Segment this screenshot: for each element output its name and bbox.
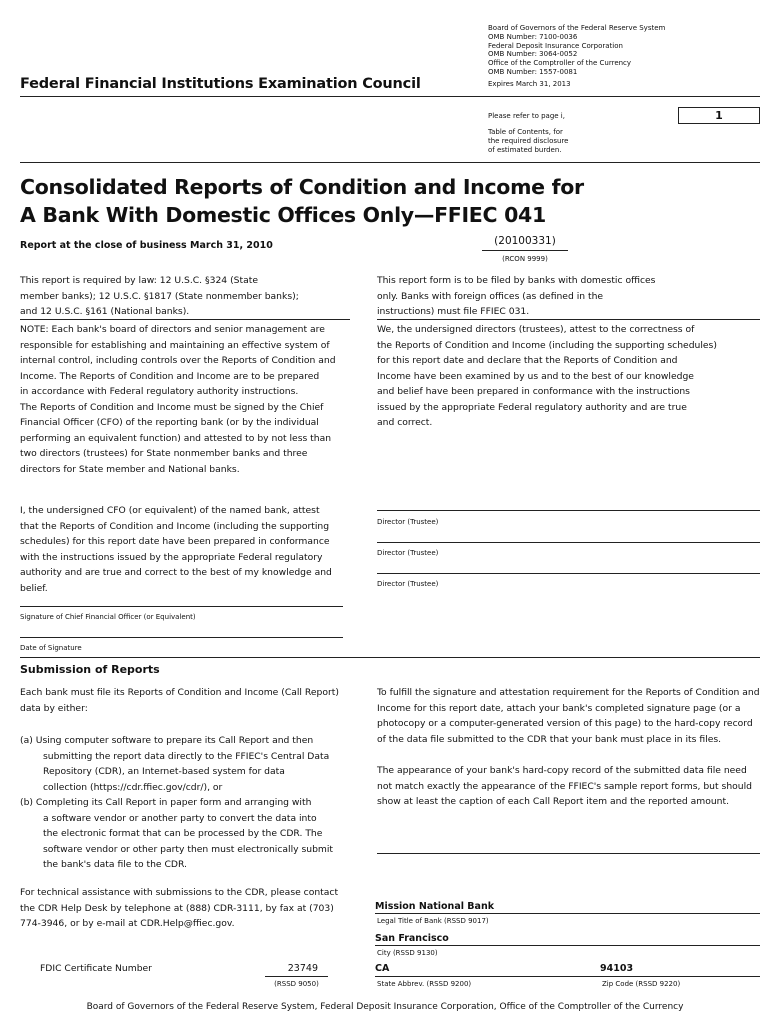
- page-ref-prompt: Please refer to page i,: [488, 112, 565, 120]
- right-column-rule: [377, 853, 760, 854]
- hard-copy-line: not match exactly the appearance of the FFIEC's sample report forms, but should: [377, 780, 752, 792]
- agency-line: Office of the Comptroller of the Currency: [488, 59, 632, 68]
- cfo-line: belief.: [20, 582, 48, 594]
- note-line: Financial Officer (CFO) of the reporting bank (or by the individual: [20, 417, 319, 428]
- agency-block: [488, 24, 758, 77]
- cdr-help-desk: [20, 885, 365, 932]
- help-line: For technical assistance with submissions to the CDR, please contact: [20, 887, 339, 898]
- cfo-line: schedules) for this report date have been prepared in conformance: [20, 536, 330, 547]
- rcon-code: (RCON 9999): [502, 255, 548, 263]
- fdic-certificate-label: FDIC Certificate Number: [40, 963, 152, 974]
- bank-zip-label: Zip Code (RSSD 9220): [602, 980, 681, 988]
- requirement-line: To fulfill the signature and attestation requirement for the Reports of Condition and: [377, 687, 760, 698]
- requirement-line: of the data file submitted to the CDR that your bank must place in its files.: [377, 733, 722, 745]
- bank-state[interactable]: CA: [375, 963, 390, 974]
- footer-agencies: Board of Governors of the Federal Reserve System, Federal Deposit Insurance Corporation, Office of the Comptroller of the Currency: [86, 1002, 684, 1012]
- report-title-line2: A Bank With Domestic Offices Only—FFIEC 041: [20, 203, 546, 227]
- fdic-rssd-code: (RSSD 9050): [274, 980, 319, 988]
- bank-city-rule: [375, 945, 760, 946]
- cfo-line: that the Reports of Condition and Income (including the supporting: [20, 520, 330, 532]
- submission-option-b: [20, 795, 365, 873]
- note-line: in accordance with Federal regulatory authority instructions.: [20, 386, 299, 397]
- attest-line: and belief have been prepared in conformance with the instructions: [377, 386, 690, 397]
- board-note: [20, 322, 360, 477]
- option-b-line: (b) Completing its Call Report in paper form and arranging with: [20, 797, 312, 808]
- council-title: Federal Financial Institutions Examination Council: [20, 76, 421, 92]
- director-label-3: Director (Trustee): [377, 580, 439, 588]
- toc-line: Table of Contents, for: [488, 128, 563, 136]
- bank-state-zip-rule: [375, 976, 760, 977]
- filing-rule: [377, 319, 760, 320]
- expiration-date: Expires March 31, 2013: [488, 80, 571, 88]
- director-label-1: Director (Trustee): [377, 518, 439, 526]
- agency-line: OMB Number: 1557-0081: [488, 67, 578, 76]
- director-signature-line-3[interactable]: [377, 573, 760, 574]
- option-a-line: collection (https://cdr.ffiec.gov/cdr/), or: [43, 781, 223, 793]
- bank-city[interactable]: San Francisco: [375, 933, 449, 944]
- note-line: directors for State member and National banks.: [20, 463, 240, 475]
- hard-copy-note: [377, 763, 762, 810]
- toc-line: of estimated burden.: [488, 145, 562, 154]
- agency-line: Board of Governors of the Federal Reserve System: [488, 24, 666, 32]
- help-line: 774-3946, or by e-mail at CDR.Help@ffiec.gov.: [20, 918, 235, 929]
- option-a-line: submitting the report data directly to the FFIEC's Central Data: [43, 750, 330, 762]
- attest-line: issued by the appropriate Federal regulatory authority and are true: [377, 401, 687, 413]
- cfo-line: I, the undersigned CFO (or equivalent) of the named bank, attest: [20, 505, 320, 516]
- option-a-line: (a) Using computer software to prepare its Call Report and then: [20, 735, 314, 746]
- bank-zip[interactable]: 94103: [600, 963, 634, 974]
- report-title-line1: Consolidated Reports of Condition and Income for: [20, 175, 584, 199]
- date-code-rule: [482, 250, 568, 251]
- close-of-business-date: Report at the close of business March 31, 2010: [20, 240, 273, 251]
- attest-line: and correct.: [377, 417, 433, 428]
- date-signature-label: Date of Signature: [20, 644, 82, 652]
- filing-line: instructions) must file FFIEC 031.: [377, 306, 530, 317]
- attest-line: Income have been examined by us and to the best of our knowledge: [377, 370, 694, 382]
- submission-intro: [20, 685, 360, 716]
- hard-copy-line: The appearance of your bank's hard-copy record of the submitted data file need: [377, 765, 747, 776]
- requirement-line: Income for this report date, attach your bank's completed signature page (or a: [377, 702, 741, 714]
- title-top-rule: [20, 162, 760, 163]
- cfo-signature-line[interactable]: [20, 606, 343, 607]
- date-signature-line[interactable]: [20, 637, 343, 638]
- submission-option-a: [20, 733, 365, 795]
- law-line: member banks); 12 U.S.C. §1817 (State nonmember banks);: [20, 290, 299, 302]
- signature-requirement: [377, 685, 762, 747]
- option-b-line: the bank's data file to the CDR.: [43, 859, 187, 870]
- director-attestation: [377, 322, 760, 431]
- page-number-box: 1: [678, 107, 760, 124]
- report-date-code: (20100331): [494, 235, 556, 247]
- bank-name-rule: [375, 913, 760, 914]
- hard-copy-line: show at least the caption of each Call Report item and the reported amount.: [377, 796, 730, 807]
- cfo-signature-label: Signature of Chief Financial Officer (or Equivalent): [20, 613, 196, 621]
- attest-line: the Reports of Condition and Income (including the supporting schedules): [377, 339, 717, 351]
- agency-line: Federal Deposit Insurance Corporation: [488, 41, 623, 50]
- cfo-line: authority and are true and correct to the best of my knowledge and: [20, 567, 332, 578]
- note-line: The Reports of Condition and Income must be signed by the Chief: [20, 401, 324, 413]
- cfo-attestation: [20, 503, 350, 596]
- attest-line: for this report date and declare that the Reports of Condition and: [377, 355, 678, 366]
- note-line: responsible for establishing and maintaining an effective system of: [20, 339, 330, 351]
- help-line: the CDR Help Desk by telephone at (888) CDR-3111, by fax at (703): [20, 902, 334, 914]
- option-a-line: Repository (CDR), an Internet-based system for data: [43, 766, 285, 777]
- option-b-line: the electronic format that can be processed by the CDR. The: [43, 828, 323, 839]
- requirement-line: photocopy or a computer-generated version of this page) to the hard-copy record: [377, 718, 753, 729]
- law-rule: [20, 319, 350, 320]
- bank-name-label: Legal Title of Bank (RSSD 9017): [377, 917, 489, 925]
- agency-line: OMB Number: 3064-0052: [488, 50, 578, 59]
- intro-line: Each bank must file its Reports of Condition and Income (Call Report): [20, 687, 339, 698]
- law-statement: [20, 273, 350, 320]
- agency-line: OMB Number: 7100-0036: [488, 32, 578, 41]
- submission-top-rule: [20, 657, 760, 658]
- note-line: performing an equivalent function) and attested to by not less than: [20, 432, 332, 444]
- note-line: internal control, including controls over the Reports of Condition and: [20, 355, 336, 366]
- cfo-line: with the instructions issued by the appropriate Federal regulatory: [20, 551, 323, 563]
- law-line: and 12 U.S.C. §161 (National banks).: [20, 306, 190, 317]
- director-label-2: Director (Trustee): [377, 549, 439, 557]
- attest-line: We, the undersigned directors (trustees), attest to the correctness of: [377, 324, 695, 335]
- submission-heading: Submission of Reports: [20, 663, 160, 676]
- law-line: This report is required by law: 12 U.S.C. §324 (State: [20, 275, 258, 286]
- filing-line: This report form is to be filed by banks with domestic offices: [377, 275, 656, 286]
- option-b-line: a software vendor or another party to convert the data into: [43, 812, 317, 824]
- filing-line: only. Banks with foreign offices (as defined in the: [377, 290, 604, 302]
- toc-line: the required disclosure: [488, 136, 569, 145]
- note-line: two directors (trustees) for State nonmember banks and three: [20, 448, 308, 459]
- fdic-certificate-number[interactable]: 23749: [287, 963, 318, 974]
- toc-note: [488, 128, 569, 154]
- bank-state-label: State Abbrev. (RSSD 9200): [377, 980, 472, 988]
- filing-statement: [377, 273, 757, 320]
- intro-line: data by either:: [20, 702, 88, 714]
- bank-city-label: City (RSSD 9130): [377, 949, 438, 957]
- header-rule: [20, 96, 760, 97]
- director-signature-line-2[interactable]: [377, 542, 760, 543]
- note-line: Income. The Reports of Condition and Income are to be prepared: [20, 370, 320, 382]
- bank-legal-title[interactable]: Mission National Bank: [375, 901, 495, 912]
- director-signature-line-1[interactable]: [377, 510, 760, 511]
- option-b-line: software vendor or other party then must electronically submit: [43, 843, 334, 855]
- note-line: NOTE: Each bank's board of directors and senior management are: [20, 324, 325, 335]
- fdic-number-rule: [265, 976, 328, 977]
